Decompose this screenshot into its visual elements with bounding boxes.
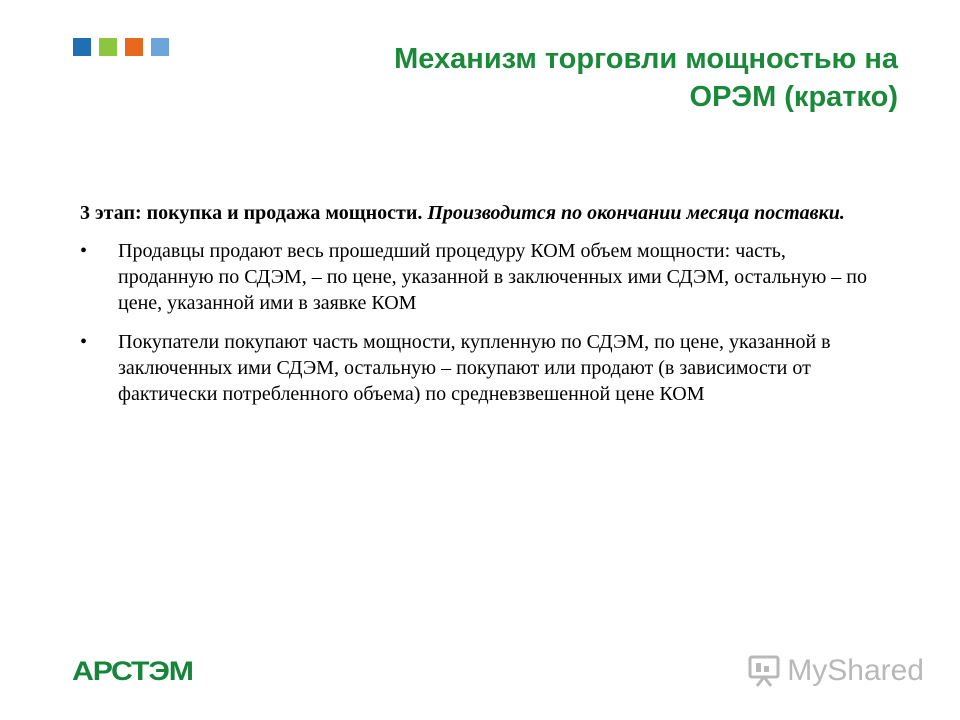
stage-heading (80, 200, 880, 226)
stage-heading-italic: Производится по окончании месяца поставки. (427, 202, 845, 224)
green-square (99, 38, 117, 56)
bullet-symbol: • (80, 240, 88, 262)
watermark (747, 654, 924, 688)
bullet-text: Покупатели покупают часть мощности, купленную по СДЭМ, по цене, указанной в заключенных ими СДЭМ, остальную – покупают или продают (в зависимости от фактически потребленного объема) по средневзвешенной цене КОМ (118, 331, 831, 405)
decorative-squares (73, 38, 169, 56)
slide-title (258, 40, 898, 116)
watermark-text: MyShared (787, 654, 924, 687)
title-line-1: Механизм торговли мощностью на (394, 43, 898, 75)
orange-square (125, 38, 143, 56)
bullet-list (80, 238, 880, 407)
presentation-board-icon (747, 654, 781, 688)
light-blue-square (151, 38, 169, 56)
title-line-2: ОРЭМ (кратко) (689, 81, 898, 113)
list-item (80, 329, 880, 407)
list-item (80, 238, 880, 316)
stage-heading-bold: 3 этап: покупка и продажа мощности. (80, 202, 423, 224)
slide-body (80, 200, 880, 420)
company-logo: АРСТЭМ (72, 656, 193, 686)
bullet-symbol: • (80, 331, 88, 353)
blue-square (73, 38, 91, 56)
bullet-text: Продавцы продают весь прошедший процедуру КОМ объем мощности: часть, проданную по СДЭМ, – по цене, указанной в заключенных ими СДЭМ, остальную – по цене, указанной ими в заявке КОМ (118, 240, 868, 314)
